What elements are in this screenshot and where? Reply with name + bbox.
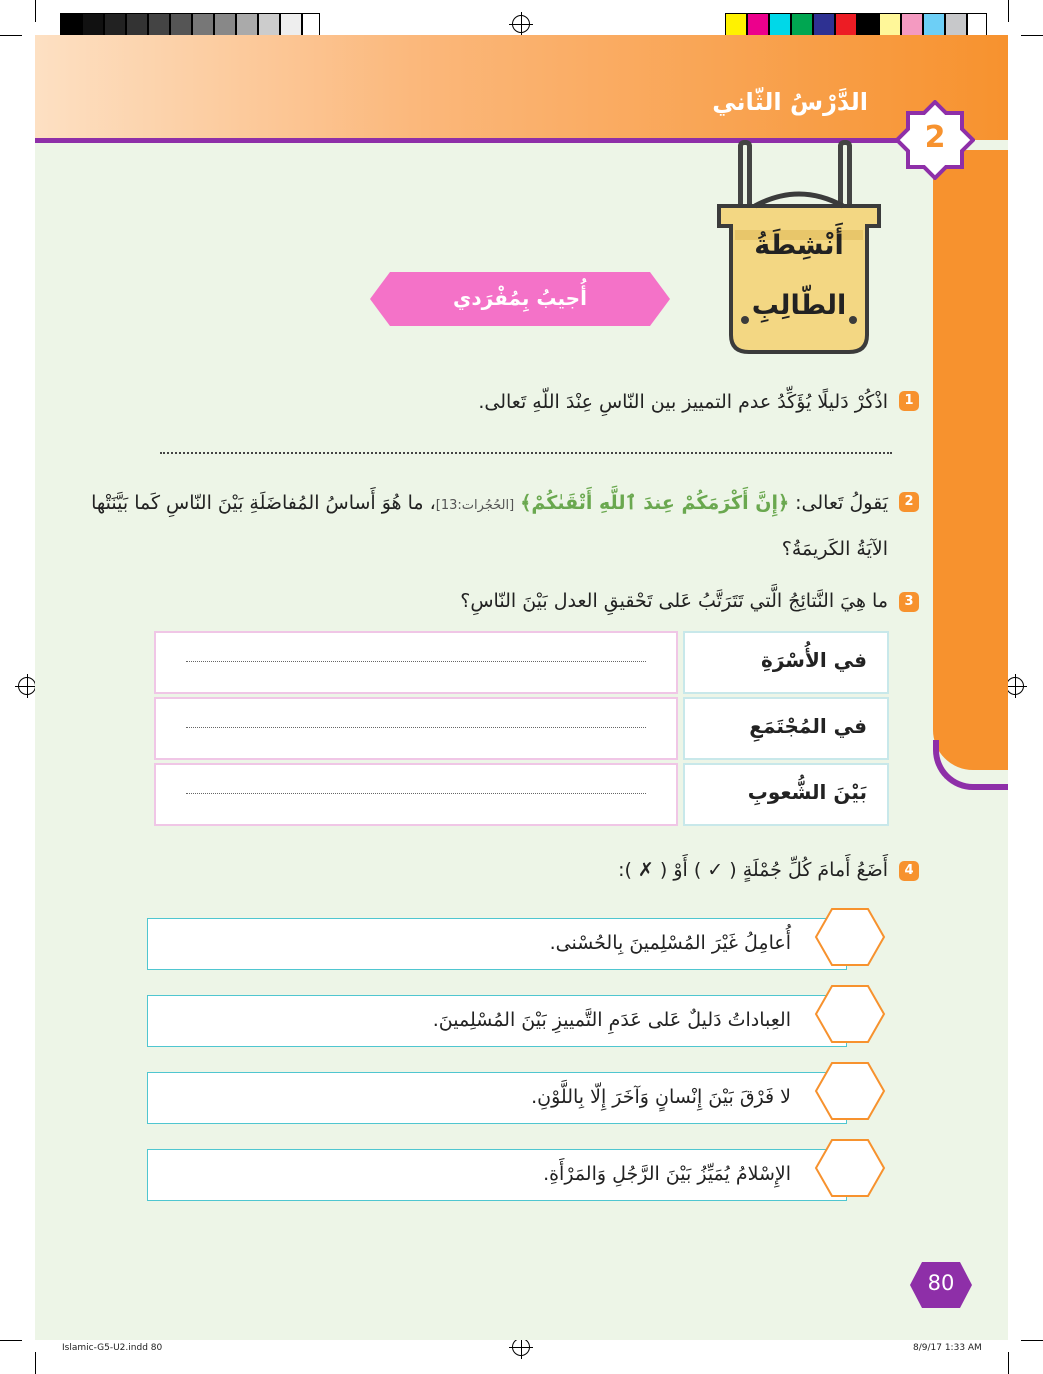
statement-text: أُعامِلُ غَيْرَ المُسْلِمينَ بِالحُسْنى. <box>549 932 791 954</box>
registration-mark-top <box>512 15 530 33</box>
footer-date: 8/9/17 1:33 AM <box>913 1343 982 1353</box>
statement-text: الإِسْلامُ يُمَيِّزُ بَيْنَ الرَّجُلِ وَالمَرْأَةِ. <box>543 1163 791 1185</box>
statement-row <box>147 995 847 1047</box>
answer-octagon[interactable] <box>814 984 886 1044</box>
crop-mark <box>1008 1352 1009 1374</box>
crop-mark <box>35 1352 36 1374</box>
crop-mark <box>0 1340 22 1341</box>
side-strip <box>933 150 1008 770</box>
activity-label: أُجيبُ بِمُفْرَدي <box>453 286 587 310</box>
registration-mark-bottom <box>512 1338 530 1356</box>
table-answer-cell[interactable] <box>154 763 678 826</box>
table-answer-cell[interactable] <box>154 631 678 694</box>
question-2-text <box>91 492 888 514</box>
activity-label-pill <box>370 272 670 326</box>
crop-mark <box>0 35 22 36</box>
question-number: 3 <box>899 592 919 612</box>
statement-text: لا فَرْقَ بَيْنَ إِنْسانٍ وَآخَرَ إِلّا بِاللَّوْنِ. <box>531 1086 791 1108</box>
answer-line[interactable] <box>160 452 892 454</box>
statement-row <box>147 918 847 970</box>
table-row-label: بَيْنَ الشُّعوبِ <box>683 763 889 826</box>
statement-row <box>147 1149 847 1201</box>
question-2-line2: الآيَةُ الكَريمَةُ؟ <box>781 538 888 560</box>
footer-file-name: Islamic-G5-U2.indd 80 <box>62 1343 163 1353</box>
registration-mark-left <box>18 677 36 695</box>
sign-line-2: الطّالِبِ <box>751 290 847 321</box>
question-1-text: اذْكُرْ دَليلًا يُؤَكِّدُ عدم التمييز بين النّاسِ عِنْدَ اللّهِ تَعالى. <box>478 391 888 413</box>
question-number: 1 <box>899 391 919 411</box>
answer-octagon[interactable] <box>814 1138 886 1198</box>
crop-mark <box>1008 0 1009 22</box>
student-activities-sign <box>715 190 883 355</box>
table-answer-cell[interactable] <box>154 697 678 760</box>
header-divider <box>35 138 940 143</box>
answer-octagon[interactable] <box>814 907 886 967</box>
page-number-badge <box>910 1262 972 1308</box>
statement-row <box>147 1072 847 1124</box>
sign-line-1: أَنْشِطَةُ <box>754 230 844 261</box>
statement-text: العِباداتُ دَليلٌ عَلى عَدَمِ التَّمييزِ بَيْنَ المُسْلِمينَ. <box>432 1009 791 1031</box>
question-3-text: ما هِيَ النَّتائِجُ الَّتي تَتَرَتَّبُ عَلى تَحْقيقِ العدل بَيْنَ النّاسِ؟ <box>460 590 888 612</box>
lesson-number-badge <box>895 100 975 180</box>
question-number: 4 <box>899 861 919 881</box>
table-row-label: في المُجْتَمَعِ <box>683 697 889 760</box>
page-number: 80 <box>927 1271 955 1295</box>
crop-mark <box>35 0 36 22</box>
question-2-suffix: ، ما هُوَ أَساسُ المُفاضَلَةِ بَيْنَ النّاسِ كَما بَيَّنَتْها <box>91 492 436 514</box>
verse-reference: [الحُجُرات:13] <box>435 498 515 513</box>
quran-verse: ﴿إِنَّ أَكْرَمَكُمْ عِندَ ٱللَّهِ أَتْقَىٰكُمْ﴾ <box>520 492 790 514</box>
registration-mark-right <box>1006 677 1024 695</box>
lesson-title: الدَّرْسُ الثّاني <box>712 88 868 116</box>
question-4-text: أَضَعُ أَمامَ كُلِّ جُمْلَةٍ ( ✓ ) أَوْ ( ✗ ): <box>618 859 888 881</box>
table-row-label: في الأُسْرَةِ <box>683 631 889 694</box>
answer-octagon[interactable] <box>814 1061 886 1121</box>
crop-mark <box>1021 1340 1043 1341</box>
lesson-number: 2 <box>924 120 946 155</box>
crop-mark <box>1021 35 1043 36</box>
question-2-prefix: يَقولُ تَعالى: <box>795 492 888 514</box>
question-number: 2 <box>899 492 919 512</box>
